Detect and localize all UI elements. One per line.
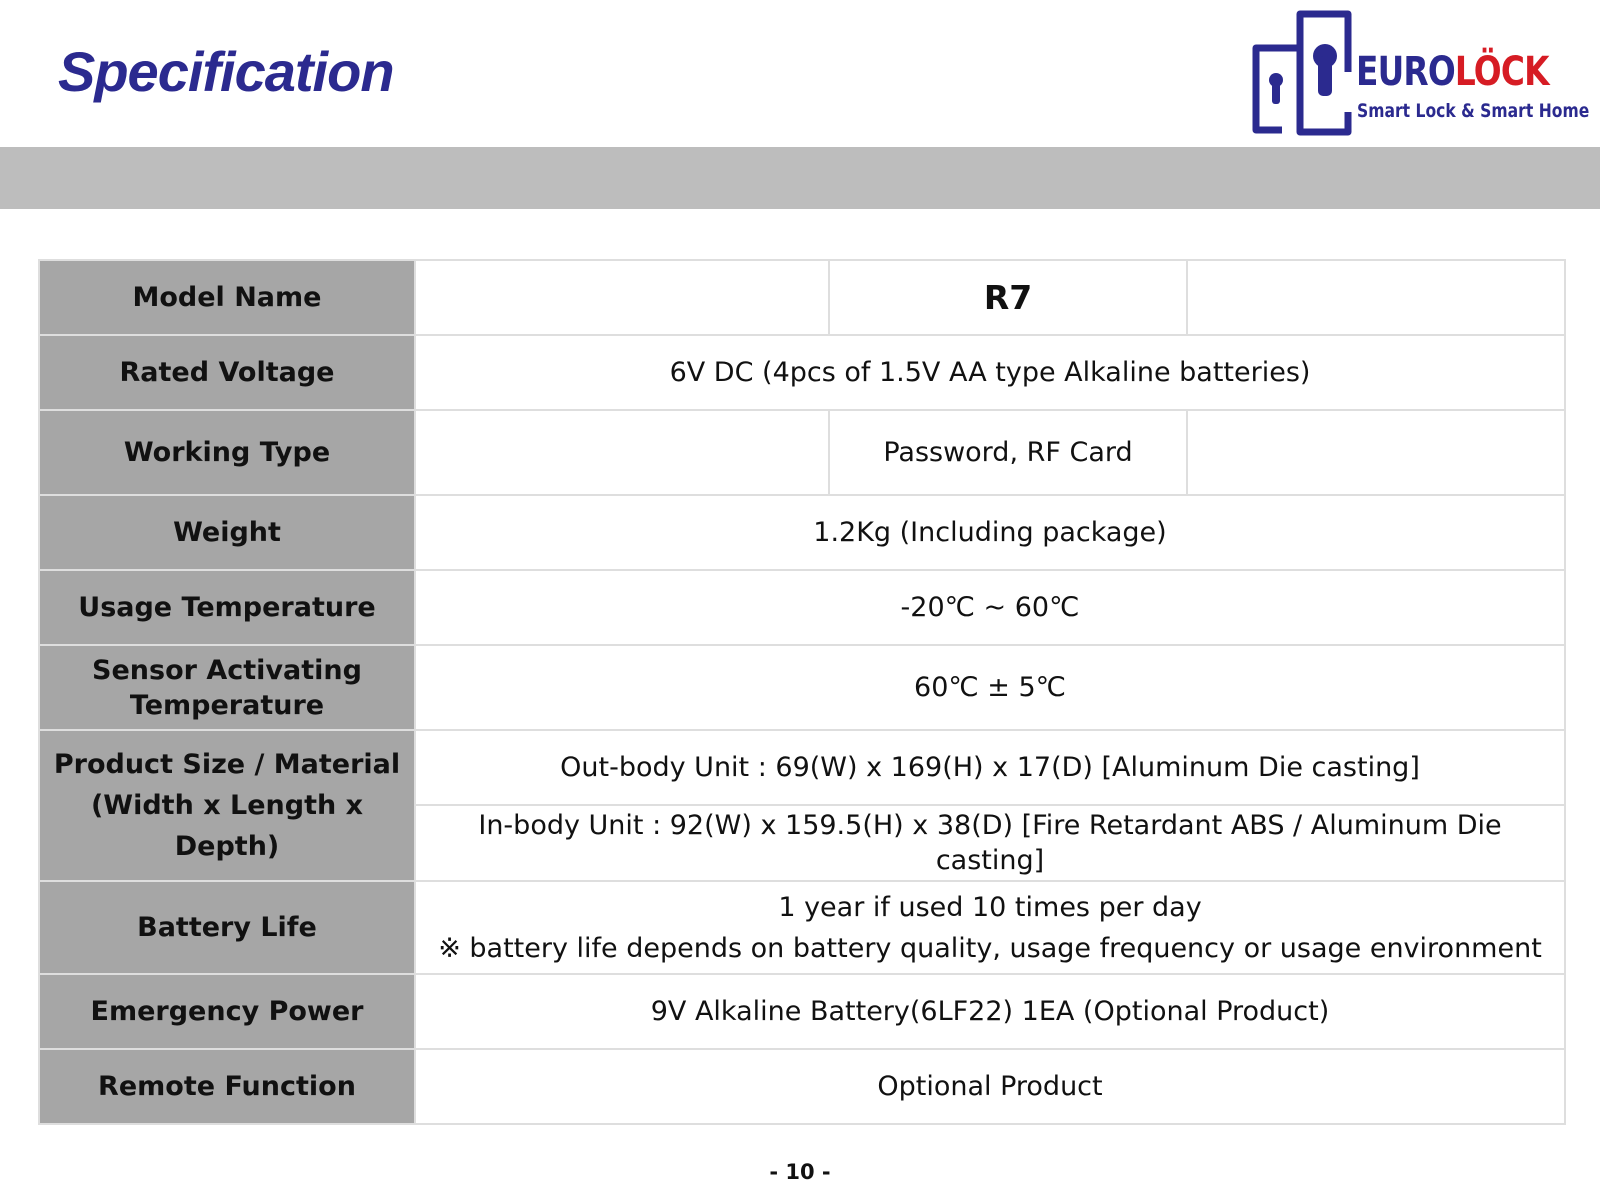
model-empty-cell-left	[415, 260, 829, 335]
sensor-label-line1: Sensor Activating	[92, 654, 362, 686]
logo-tagline: Smart Lock & Smart Home	[1357, 100, 1590, 122]
out-body-unit-value: Out-body Unit : 69(W) x 169(H) x 17(D) [Aluminum Die casting]	[415, 730, 1565, 805]
logo-word-euro: EURO	[1356, 49, 1455, 95]
working-type-empty-cell-left	[415, 410, 829, 495]
table-row	[39, 570, 1565, 645]
usage-temperature-value: -20℃ ~ 60℃	[415, 570, 1565, 645]
table-row	[39, 645, 1565, 730]
logo-word-lock: LÖCK	[1454, 49, 1549, 95]
row-label-sensor-activating-temperature	[39, 645, 415, 730]
page-number: - 10 -	[769, 1160, 831, 1184]
rated-voltage-value: 6V DC (4pcs of 1.5V AA type Alkaline batteries)	[415, 335, 1565, 410]
table-row	[39, 1049, 1565, 1124]
row-label-remote-function: Remote Function	[39, 1049, 415, 1124]
eurolock-logo	[1252, 8, 1592, 136]
table-row	[39, 730, 1565, 805]
remote-function-value: Optional Product	[415, 1049, 1565, 1124]
product-size-label-line1: Product Size / Material	[53, 749, 401, 780]
model-name-value: R7	[829, 260, 1187, 335]
weight-value: 1.2Kg (Including package)	[415, 495, 1565, 570]
table-row	[39, 410, 1565, 495]
emergency-power-value: 9V Alkaline Battery(6LF22) 1EA (Optional Product)	[415, 974, 1565, 1049]
logo-wordmark	[1356, 49, 1549, 95]
row-label-working-type: Working Type	[39, 410, 415, 495]
battery-life-value	[415, 881, 1565, 974]
row-label-battery-life: Battery Life	[39, 881, 415, 974]
row-label-weight: Weight	[39, 495, 415, 570]
spec-table	[38, 259, 1566, 1125]
in-body-unit-value: In-body Unit : 92(W) x 159.5(H) x 38(D) [Fire Retardant ABS / Aluminum Die casting]	[415, 805, 1565, 881]
keyhole-door-icon	[1252, 8, 1362, 136]
battery-life-line1: 1 year if used 10 times per day	[778, 891, 1202, 923]
table-row	[39, 335, 1565, 410]
model-empty-cell-right	[1187, 260, 1565, 335]
product-size-label-line2: (Width x Length x Depth)	[90, 790, 364, 862]
battery-life-note: ※ battery life depends on battery quality, usage frequency or usage environment	[438, 932, 1542, 964]
table-row	[39, 974, 1565, 1049]
row-label-product-size-material	[39, 730, 415, 881]
working-type-empty-cell-right	[1187, 410, 1565, 495]
row-label-usage-temperature: Usage Temperature	[39, 570, 415, 645]
header-band	[0, 147, 1600, 209]
table-row	[39, 495, 1565, 570]
row-label-model-name: Model Name	[39, 260, 415, 335]
table-row	[39, 881, 1565, 974]
page-title: Specification	[58, 40, 394, 103]
row-label-rated-voltage: Rated Voltage	[39, 335, 415, 410]
table-row	[39, 260, 1565, 335]
working-type-value: Password, RF Card	[829, 410, 1187, 495]
sensor-activating-temperature-value: 60℃ ± 5℃	[415, 645, 1565, 730]
sensor-label-line2: Temperature	[129, 689, 325, 721]
row-label-emergency-power: Emergency Power	[39, 974, 415, 1049]
